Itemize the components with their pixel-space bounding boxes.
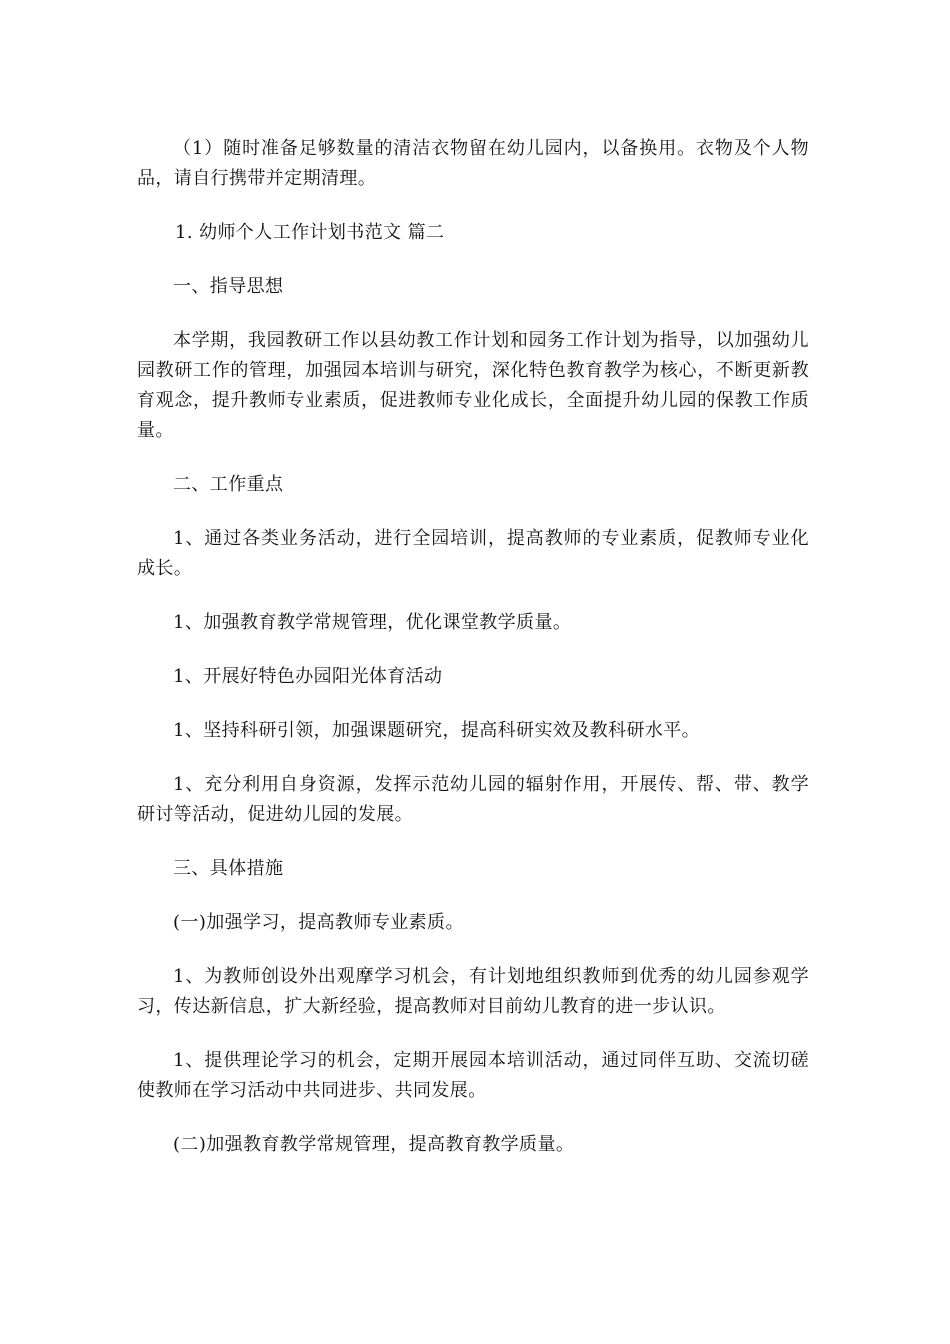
heading-measures: 三、具体措施 bbox=[173, 858, 284, 879]
heading-guiding-thought: 一、指导思想 bbox=[173, 276, 284, 297]
list-item: 1、为教师创设外出观摩学习机会，有计划地组织教师到优秀的幼儿园参观学习，传达新信息，扩大新经验，提高教师对目前幼儿教育的进一步认识。 bbox=[137, 966, 809, 1017]
list-item: 1、加强教育教学常规管理，优化课堂教学质量。 bbox=[173, 612, 572, 633]
paragraph-guiding-thought: 本学期，我园教研工作以县幼教工作计划和园务工作计划为指导，以加强幼儿园教研工作的管理，加强园本培训与研究，深化特色教育教学为核心，不断更新教育观念，提升教师专业素质，促进教师专业化成长，全面提升幼儿园的保教工作质量。 bbox=[137, 330, 809, 441]
subheading-measure-1: (一)加强学习，提高教师专业素质。 bbox=[173, 912, 464, 933]
subheading-measure-2: (二)加强教育教学常规管理，提高教育教学质量。 bbox=[173, 1134, 575, 1155]
list-item: 1、充分利用自身资源，发挥示范幼儿园的辐射作用，开展传、帮、带、教学研讨等活动，促进幼儿园的发展。 bbox=[137, 774, 809, 825]
document-body bbox=[137, 134, 809, 1184]
section-title: 1. 幼师个人工作计划书范文 篇二 bbox=[175, 222, 445, 243]
list-item: 1、开展好特色办园阳光体育活动 bbox=[173, 666, 443, 687]
list-item: 1、通过各类业务活动，进行全园培训，提高教师的专业素质，促教师专业化成长。 bbox=[137, 528, 809, 579]
paragraph-clothing-note: （1）随时准备足够数量的清洁衣物留在幼儿园内，以备换用。衣物及个人物品，请自行携带并定期清理。 bbox=[137, 138, 809, 189]
heading-work-focus: 二、工作重点 bbox=[173, 474, 284, 495]
list-item: 1、坚持科研引领，加强课题研究，提高科研实效及教科研水平。 bbox=[173, 720, 701, 741]
list-item: 1、提供理论学习的机会，定期开展园本培训活动，通过同伴互助、交流切磋使教师在学习活动中共同进步、共同发展。 bbox=[137, 1050, 809, 1101]
